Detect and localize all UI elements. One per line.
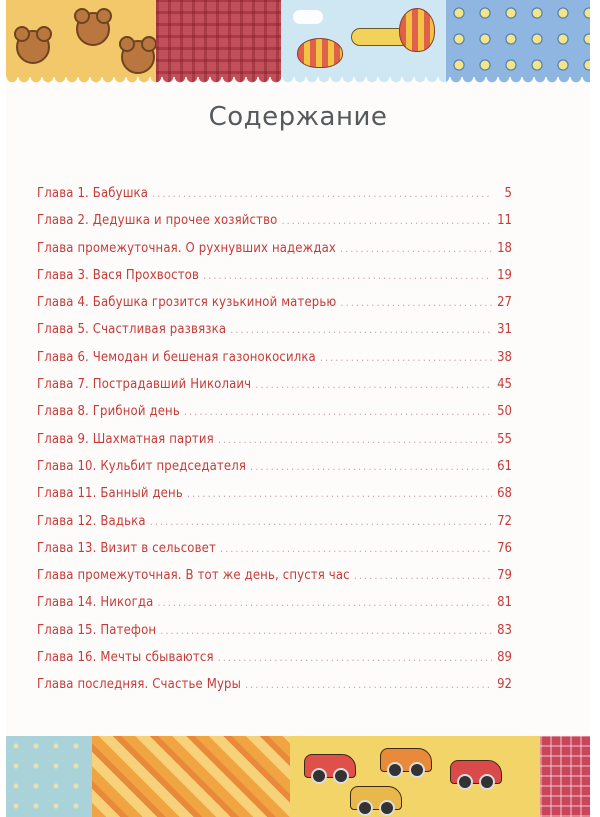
toc-entry-page: 61	[497, 458, 512, 474]
toc-entry-title: Глава 5. Счастливая развязка	[37, 322, 227, 338]
toc-entry-page: 18	[497, 240, 512, 256]
toc-entry[interactable]	[37, 568, 512, 595]
book-page	[6, 0, 590, 817]
table-of-contents	[37, 186, 512, 705]
toc-entry[interactable]	[37, 186, 512, 213]
toc-entry-title: Глава 3. Вася Прохвостов	[37, 267, 200, 283]
toc-entry-page: 72	[497, 513, 512, 529]
dot-leader	[354, 569, 492, 582]
toc-entry[interactable]	[37, 268, 512, 295]
toc-entry-page: 89	[497, 650, 512, 666]
dot-leader	[150, 515, 492, 528]
car-icon	[380, 748, 432, 772]
hearts-patch	[6, 736, 92, 817]
toc-entry-title: Глава 8. Грибной день	[37, 404, 180, 420]
toc-entry[interactable]	[37, 677, 512, 704]
dot-leader	[340, 296, 492, 309]
dot-leader	[203, 269, 492, 282]
hot-air-balloon-icon	[399, 8, 435, 52]
zeppelin-icon	[297, 38, 343, 68]
toc-entry-title: Глава 2. Дедушка и прочее хозяйство	[37, 213, 278, 229]
toc-entry[interactable]	[37, 241, 512, 268]
toc-entry-title: Глава 15. Патефон	[37, 622, 157, 638]
toc-entry[interactable]	[37, 459, 512, 486]
toc-entry-title: Глава промежуточная. О рухнувших надеждах	[37, 240, 336, 256]
toc-entry-page: 11	[497, 213, 512, 229]
toc-entry[interactable]	[37, 595, 512, 622]
toc-entry[interactable]	[37, 432, 512, 459]
dot-leader	[157, 596, 492, 609]
toc-entry-title: Глава 13. Визит в сельсовет	[37, 540, 216, 556]
toc-entry[interactable]	[37, 514, 512, 541]
toc-entry-page: 27	[497, 295, 512, 311]
dot-leader	[218, 433, 492, 446]
dot-leader	[160, 624, 492, 637]
bottom-decor-strip	[6, 736, 590, 817]
dot-leader	[184, 405, 492, 418]
toc-entry-page: 38	[497, 349, 512, 365]
toc-entry[interactable]	[37, 295, 512, 322]
toc-entry-title: Глава 10. Кульбит председателя	[37, 458, 247, 474]
dot-leader	[230, 323, 492, 336]
toc-entry-page: 81	[497, 595, 512, 611]
toc-entry-page: 31	[497, 322, 512, 338]
toc-entry-page: 19	[497, 267, 512, 283]
toc-entry[interactable]	[37, 350, 512, 377]
toc-entry[interactable]	[37, 486, 512, 513]
dot-leader	[245, 678, 492, 691]
cloud-icon	[293, 10, 323, 24]
toc-entry[interactable]	[37, 404, 512, 431]
toc-entry[interactable]	[37, 213, 512, 240]
stripes-patch	[92, 736, 290, 817]
page-title: Содержание	[208, 102, 388, 132]
toc-entry-title: Глава 7. Пострадавший Николаич	[37, 377, 252, 393]
airplane-balloons-patch	[281, 0, 446, 86]
teddy-bears-patch	[6, 0, 156, 86]
teddy-bear-icon	[16, 30, 50, 64]
toc-entry-title: Глава 11. Банный день	[37, 486, 183, 502]
toc-entry-page: 92	[497, 677, 512, 693]
toc-entry-title: Глава 9. Шахматная партия	[37, 431, 214, 447]
toc-entry-page: 76	[497, 540, 512, 556]
cars-patch	[290, 736, 540, 817]
plaid-patch	[540, 736, 590, 817]
toc-entry[interactable]	[37, 322, 512, 349]
toc-entry-page: 68	[497, 486, 512, 502]
teddy-bear-icon	[76, 12, 110, 46]
toc-entry-page: 55	[497, 431, 512, 447]
dot-leader	[218, 651, 492, 664]
dot-leader	[255, 378, 492, 391]
toc-entry-page: 50	[497, 404, 512, 420]
dot-leader	[320, 351, 492, 364]
toc-entry-title: Глава 14. Никогда	[37, 595, 154, 611]
toc-entry-page: 83	[497, 622, 512, 638]
dot-leader	[340, 242, 492, 255]
toc-entry-title: Глава 1. Бабушка	[37, 186, 149, 201]
toc-entry-page: 79	[497, 568, 512, 584]
plaid-patch	[156, 0, 281, 86]
toc-entry-page: 5	[504, 186, 512, 201]
teddy-bear-icon	[121, 40, 155, 74]
toc-entry[interactable]	[37, 650, 512, 677]
dot-leader	[152, 187, 492, 200]
toc-entry-title: Глава промежуточная. В тот же день, спустя час	[37, 568, 350, 584]
dot-leader	[220, 542, 492, 555]
top-decor-strip	[6, 0, 590, 86]
car-icon	[304, 754, 356, 778]
dot-leader	[187, 487, 492, 500]
toc-entry-title: Глава 6. Чемодан и бешеная газонокосилка	[37, 349, 316, 365]
toc-entry[interactable]	[37, 623, 512, 650]
toc-entry-page: 45	[497, 377, 512, 393]
polka-dots-patch	[446, 0, 590, 86]
car-icon	[350, 786, 402, 810]
toc-entry-title: Глава 4. Бабушка грозится кузькиной матерью	[37, 295, 337, 311]
toc-entry-title: Глава 16. Мечты сбываются	[37, 650, 214, 666]
car-icon	[450, 760, 502, 784]
toc-entry-title: Глава 12. Вадька	[37, 513, 146, 529]
dot-leader	[250, 460, 492, 473]
dot-leader	[281, 214, 492, 227]
toc-entry[interactable]	[37, 377, 512, 404]
toc-entry[interactable]	[37, 541, 512, 568]
toc-entry-title: Глава последняя. Счастье Муры	[37, 677, 242, 693]
